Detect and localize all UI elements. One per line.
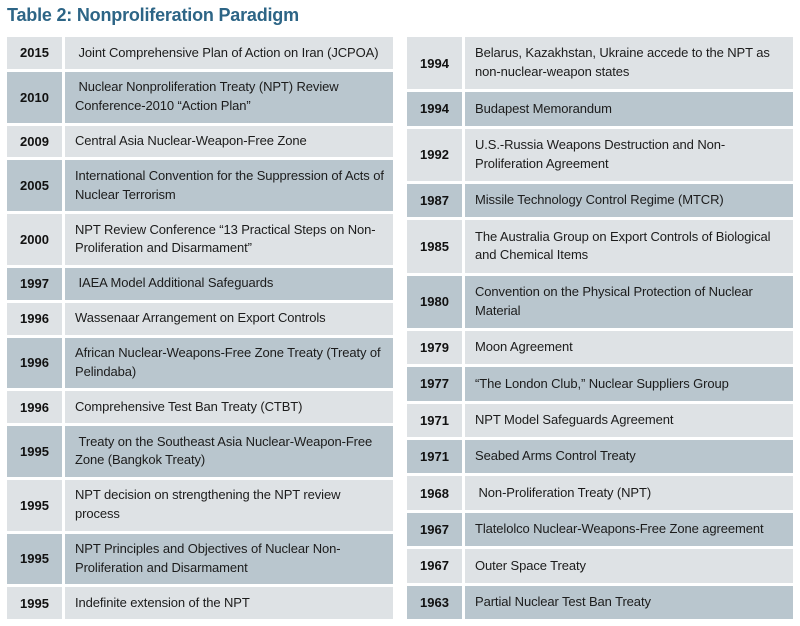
table-row: [7, 338, 393, 389]
row-year: 1971: [407, 404, 462, 437]
table-row: [7, 126, 393, 158]
row-year: 1979: [407, 331, 462, 364]
row-event: Indefinite extension of the NPT: [65, 587, 393, 619]
row-event: Joint Comprehensive Plan of Action on Iran (JCPOA): [65, 37, 393, 69]
table-row: [407, 129, 793, 181]
table-row: [407, 367, 793, 400]
table-row: [407, 220, 793, 272]
row-event: IAEA Model Additional Safeguards: [65, 268, 393, 300]
table-row: [407, 549, 793, 582]
table-row: [7, 391, 393, 423]
row-event: NPT Review Conference “13 Practical Steps on Non-Proliferation and Disarmament”: [65, 214, 393, 265]
row-year: 2010: [7, 72, 62, 123]
table-row: [7, 72, 393, 123]
table-row: [407, 586, 793, 619]
row-year: 1980: [407, 276, 462, 328]
row-event: NPT Model Safeguards Agreement: [465, 404, 793, 437]
row-year: 2009: [7, 126, 62, 158]
row-year: 1985: [407, 220, 462, 272]
row-year: 1995: [7, 534, 62, 585]
row-year: 2005: [7, 160, 62, 211]
row-event: “The London Club,” Nuclear Suppliers Group: [465, 367, 793, 400]
row-event: Budapest Memorandum: [465, 92, 793, 125]
row-year: 1997: [7, 268, 62, 300]
tables-container: [7, 37, 793, 619]
row-event: Tlatelolco Nuclear-Weapons-Free Zone agreement: [465, 513, 793, 546]
timeline-table-left: [7, 37, 393, 619]
row-event: Convention on the Physical Protection of Nuclear Material: [465, 276, 793, 328]
table-row: [407, 476, 793, 509]
row-event: Moon Agreement: [465, 331, 793, 364]
timeline-table-right: [407, 37, 793, 619]
row-year: 1977: [407, 367, 462, 400]
row-event: NPT Principles and Objectives of Nuclear Non-Proliferation and Disarmament: [65, 534, 393, 585]
row-year: 1992: [407, 129, 462, 181]
table-row: [407, 440, 793, 473]
row-event: International Convention for the Suppression of Acts of Nuclear Terrorism: [65, 160, 393, 211]
row-year: 1971: [407, 440, 462, 473]
table-row: [407, 513, 793, 546]
table-row: [407, 404, 793, 437]
row-event: NPT decision on strengthening the NPT review process: [65, 480, 393, 531]
row-event: Partial Nuclear Test Ban Treaty: [465, 586, 793, 619]
table-row: [7, 37, 393, 69]
table-row: [7, 214, 393, 265]
row-event: Missile Technology Control Regime (MTCR): [465, 184, 793, 217]
row-year: 2000: [7, 214, 62, 265]
table-row: [7, 268, 393, 300]
table-row: [407, 331, 793, 364]
row-event: African Nuclear-Weapons-Free Zone Treaty (Treaty of Pelindaba): [65, 338, 393, 389]
row-year: 1995: [7, 480, 62, 531]
row-event: Outer Space Treaty: [465, 549, 793, 582]
table-row: [407, 184, 793, 217]
table-row: [7, 587, 393, 619]
row-year: 1967: [407, 513, 462, 546]
row-event: Nuclear Nonproliferation Treaty (NPT) Review Conference-2010 “Action Plan”: [65, 72, 393, 123]
row-year: 1996: [7, 303, 62, 335]
row-event: Non-Proliferation Treaty (NPT): [465, 476, 793, 509]
table-row: [7, 426, 393, 477]
page-title: Table 2: Nonproliferation Paradigm: [7, 5, 299, 25]
row-year: 1995: [7, 426, 62, 477]
row-event: The Australia Group on Export Controls of Biological and Chemical Items: [465, 220, 793, 272]
table-row: [407, 276, 793, 328]
row-year: 1967: [407, 549, 462, 582]
row-year: 1996: [7, 338, 62, 389]
row-year: 2015: [7, 37, 62, 69]
row-event: Comprehensive Test Ban Treaty (CTBT): [65, 391, 393, 423]
row-event: Wassenaar Arrangement on Export Controls: [65, 303, 393, 335]
row-event: Central Asia Nuclear-Weapon-Free Zone: [65, 126, 393, 158]
table-row: [407, 37, 793, 89]
table-row: [407, 92, 793, 125]
row-event: Seabed Arms Control Treaty: [465, 440, 793, 473]
row-event: U.S.-Russia Weapons Destruction and Non-Proliferation Agreement: [465, 129, 793, 181]
row-year: 1963: [407, 586, 462, 619]
row-year: 1996: [7, 391, 62, 423]
row-year: 1995: [7, 587, 62, 619]
row-event: Belarus, Kazakhstan, Ukraine accede to the NPT as non-nuclear-weapon states: [465, 37, 793, 89]
row-year: 1968: [407, 476, 462, 509]
row-year: 1987: [407, 184, 462, 217]
table-row: [7, 534, 393, 585]
row-year: 1994: [407, 92, 462, 125]
table-row: [7, 303, 393, 335]
row-event: Treaty on the Southeast Asia Nuclear-Weapon-Free Zone (Bangkok Treaty): [65, 426, 393, 477]
table-row: [7, 480, 393, 531]
row-year: 1994: [407, 37, 462, 89]
table-row: [7, 160, 393, 211]
